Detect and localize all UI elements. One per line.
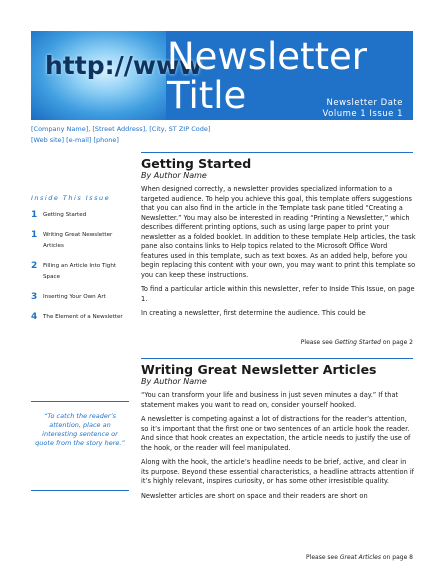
continued-article-link: Great Articles	[339, 554, 381, 561]
issue-info	[322, 98, 403, 120]
continued-article-link: Getting Started	[334, 339, 381, 346]
toc-page-number: 3	[31, 292, 38, 302]
newsletter-title-line1: Newsletter	[167, 35, 368, 78]
article2-title: Writing Great Newsletter Articles	[141, 362, 377, 377]
toc-item[interactable]	[31, 210, 131, 221]
company-address: [Company Name], [Street Address], [City, ST ZIP Code]	[31, 125, 211, 133]
toc-item[interactable]	[31, 312, 131, 323]
toc-item-title: Filling an Article Into Tight Space	[43, 263, 117, 280]
article1-continued[interactable]	[301, 339, 413, 346]
company-info	[31, 124, 210, 146]
article1-author: By Author Name	[141, 171, 207, 180]
article1-paragraph: When designed correctly, a newsletter provides specialized information to a targeted audience. To help you achieve this goal, this template offers suggestions that you can also find in the article in the Template task pane titled “Creating a Newsletter.” You may also be interested in reading “Printing a Newsletter,” which describes different printing options, such as using large paper to print your newsletter as a folded booklet. In addition to these template Help articles, the task pane also contains links to Help topics related to the Microsoft Office Word features used in this template, such as text boxes. As an added help, before you begin replacing this content with your own, you may want to print this template so you can keep these instructions.	[141, 185, 416, 279]
toc-item[interactable]	[31, 292, 131, 303]
continued-prefix: Please see	[300, 339, 333, 346]
toc-item-title: Inserting Your Own Art	[43, 294, 106, 300]
article2-rule	[141, 358, 413, 359]
continued-suffix: on page 8	[382, 554, 413, 561]
continued-prefix: Please see	[306, 554, 338, 561]
toc-page-number: 2	[31, 261, 38, 271]
toc-page-number: 1	[31, 230, 38, 240]
continued-suffix: on page 2	[382, 339, 413, 346]
article1-paragraph: In creating a newsletter, first determine the audience. This could be	[141, 309, 366, 317]
newsletter-title-line2: Title	[167, 74, 247, 117]
article2-paragraph: “You can transform your life and business in just seven minutes a day.” If that statement makes you want to read on, consider yourself hooked.	[141, 391, 399, 409]
article2-author: By Author Name	[141, 377, 207, 386]
article1-title: Getting Started	[141, 156, 252, 171]
masthead	[31, 31, 413, 120]
toc-heading: Inside This Issue	[31, 194, 111, 202]
article2-body	[141, 391, 416, 506]
toc-item[interactable]	[31, 230, 131, 252]
toc-page-number: 4	[31, 312, 38, 322]
company-contact: [Web site] [e-mail] [phone]	[31, 136, 119, 144]
toc-page-number: 1	[31, 210, 38, 220]
toc-item-title: Getting Started	[43, 212, 87, 218]
article2-paragraph: Newsletter articles are short on space and their readers are short on	[141, 491, 368, 500]
article2-paragraph: Along with the hook, the article’s headline needs to be brief, active, and clear in its purpose. Beyond these essential characteristics, a headline attracts attention if it’s highly relevant, inspires curiosity, or has some other irresistible quality.	[141, 458, 414, 485]
toc-item-title: Writing Great Newsletter Articles	[43, 232, 113, 249]
article2-continued[interactable]	[306, 554, 413, 561]
article1-body	[141, 185, 416, 324]
masthead-photo-text: http://www	[45, 51, 203, 80]
pull-quote: “To catch the reader’s attention, place an interesting sentence or quote from the story here.”	[31, 401, 129, 491]
masthead-photo	[31, 31, 203, 120]
article2-paragraph: A newsletter is competing against a lot of distractions for the reader’s attention, so it’s important that the first one or two sentences of an article hook the reader. And since that hook creates an expectation, the article needs to justify the use of the hook, or the reader will feel manipulated.	[141, 415, 411, 452]
article1-paragraph: To find a particular article within this newsletter, refer to Inside This Issue, on page 1.	[141, 285, 415, 303]
toc-item-title: The Element of a Newsletter	[43, 314, 123, 320]
toc-item[interactable]	[31, 261, 131, 283]
volume-issue: Volume 1 Issue 1	[322, 109, 403, 119]
article1-rule	[141, 152, 413, 153]
table-of-contents	[31, 210, 131, 332]
newsletter-date: Newsletter Date	[326, 98, 403, 108]
